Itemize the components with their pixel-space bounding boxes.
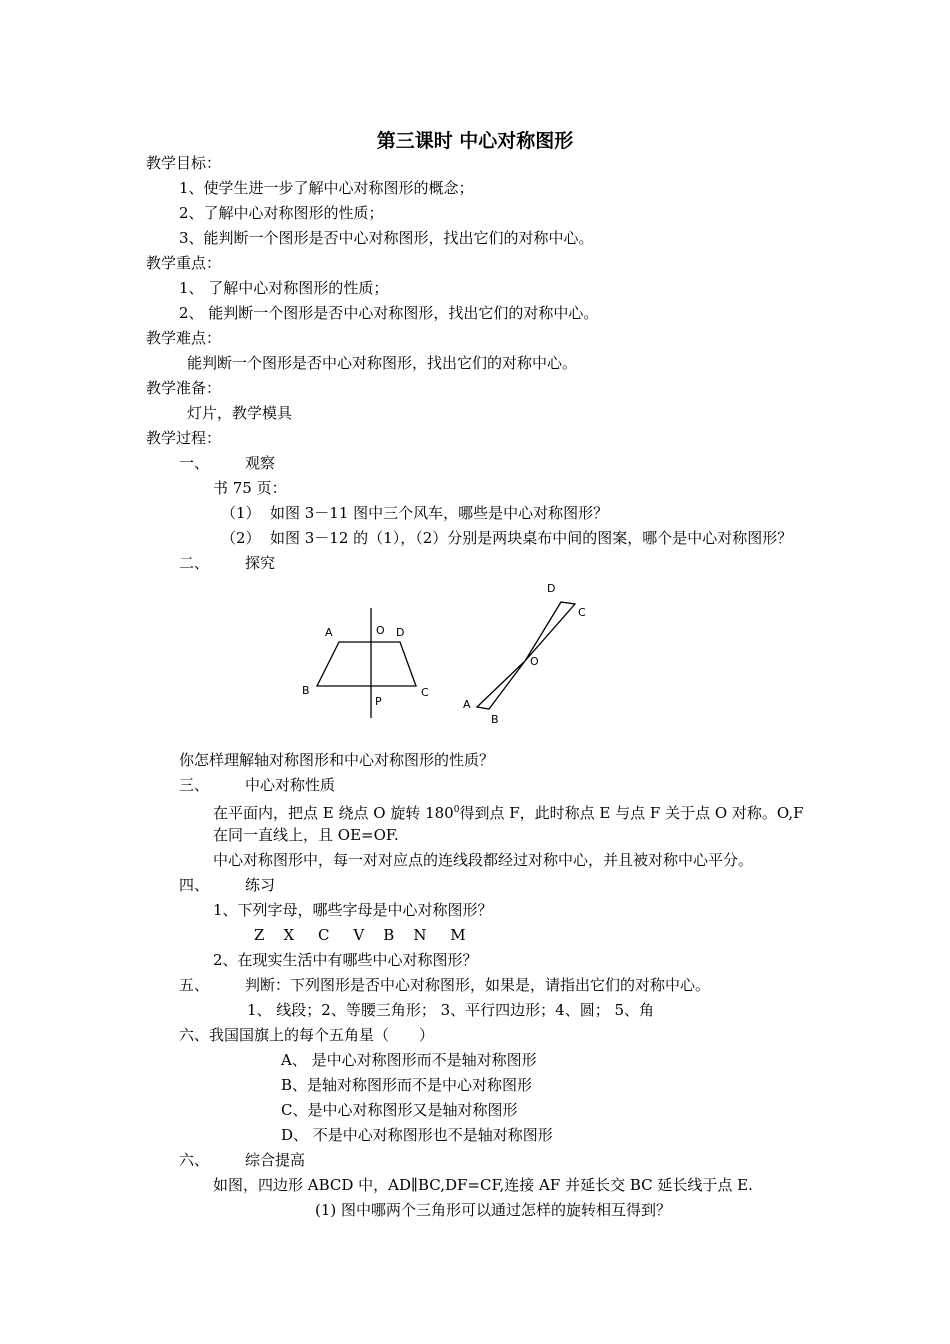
prep-heading: 教学准备： — [146, 379, 222, 397]
judgement-items: 1、 线段；2、等腰三角形； 3、平行四边形；4、圆； 5、角 — [247, 1001, 655, 1019]
goal-item: 2、了解中心对称图形的性质； — [179, 204, 384, 222]
label-A: A — [463, 698, 471, 711]
label-B: B — [491, 713, 499, 726]
section-number: 六、 — [179, 1151, 210, 1169]
upper-triangle — [525, 602, 575, 661]
label-C: C — [578, 606, 586, 619]
letters-list: Z X C V B N M — [254, 926, 466, 944]
label-O: O — [376, 624, 385, 637]
section-title: 中心对称性质 — [245, 776, 336, 794]
exercise-item: 2、在现实生活中有哪些中心对称图形？ — [213, 951, 478, 969]
problem-question: (1) 图中哪两个三角形可以通过怎样的旋转相互得到？ — [315, 1201, 672, 1219]
question-text: 如图 3－12 的（1），（2）分别是两块桌布中间的图案，哪个是中心对称图形？ — [270, 529, 793, 547]
trapezoid-figure — [290, 600, 450, 730]
section-title: 观察 — [245, 454, 276, 472]
page-title: 第三课时 中心对称图形 — [376, 130, 574, 152]
degree-superscript: 0 — [453, 805, 460, 815]
section-title: 六、我国国旗上的每个五角星（ ） — [179, 1026, 435, 1044]
difficulty-heading: 教学难点： — [146, 329, 222, 347]
central-symmetry-figure — [455, 578, 595, 728]
property-text: 中心对称图形中，每一对对应点的连线段都经过对称中心，并且被对称中心平分。 — [213, 851, 754, 869]
section-title: 探究 — [245, 554, 276, 572]
property-text-part2: 得到点 F，此时称点 E 与点 F 关于点 O 对称。O,F — [459, 804, 804, 822]
section-title: 练习 — [245, 876, 276, 894]
label-B: B — [302, 684, 310, 697]
exploration-question: 你怎样理解轴对称图形和中心对称图形的性质？ — [179, 751, 495, 769]
label-C: C — [421, 686, 429, 699]
property-text: 在同一直线上，且 OE=OF. — [213, 826, 399, 844]
difficulty-text: 能判断一个图形是否中心对称图形，找出它们的对称中心。 — [187, 354, 578, 372]
lower-triangle — [477, 661, 525, 709]
label-O: O — [530, 655, 539, 668]
label-P: P — [375, 695, 382, 708]
goals-heading: 教学目标： — [146, 154, 222, 172]
process-heading: 教学过程： — [146, 429, 222, 447]
label-D: D — [396, 626, 405, 639]
exercise-item: 1、下列字母，哪些字母是中心对称图形？ — [213, 901, 493, 919]
prep-text: 灯片，教学模具 — [187, 404, 293, 422]
section-number: 五、 — [179, 976, 210, 994]
trapezoid-shape — [317, 642, 416, 686]
property-text-part1: 在平面内，把点 E 绕点 O 旋转 180 — [213, 804, 454, 822]
option-item: D、 不是中心对称图形也不是轴对称图形 — [281, 1126, 553, 1144]
label-A: A — [325, 626, 333, 639]
option-item: B、是轴对称图形而不是中心对称图形 — [281, 1076, 533, 1094]
question-number: （2） — [221, 529, 261, 547]
section-number: 二、 — [179, 554, 210, 572]
label-D: D — [547, 582, 556, 595]
section-number: 三、 — [179, 776, 210, 794]
section-number: 四、 — [179, 876, 210, 894]
section-title: 判断：下列图形是否中心对称图形，如果是，请指出它们的对称中心。 — [245, 976, 711, 994]
goal-item: 3、能判断一个图形是否中心对称图形，找出它们的对称中心。 — [179, 229, 594, 247]
option-item: C、是中心对称图形又是轴对称图形 — [281, 1101, 518, 1119]
option-item: A、 是中心对称图形而不是轴对称图形 — [281, 1051, 537, 1069]
problem-text: 如图，四边形 ABCD 中，AD∥BC,DF=CF,连接 AF 并延长交 BC 延长线于点 E. — [213, 1176, 753, 1194]
property-paragraph — [213, 800, 804, 823]
section-number: 一、 — [179, 454, 210, 472]
keypoint-item: 1、 了解中心对称图形的性质； — [179, 279, 389, 297]
keypoints-heading: 教学重点： — [146, 254, 222, 272]
keypoint-item: 2、 能判断一个图形是否中心对称图形，找出它们的对称中心。 — [179, 304, 599, 322]
section-title: 综合提高 — [245, 1151, 306, 1169]
question-number: （1） — [221, 504, 261, 522]
book-ref: 书 75 页： — [213, 479, 287, 497]
question-text: 如图 3－11 图中三个风车，哪些是中心对称图形？ — [270, 504, 609, 522]
goal-item: 1、使学生进一步了解中心对称图形的概念； — [179, 179, 474, 197]
